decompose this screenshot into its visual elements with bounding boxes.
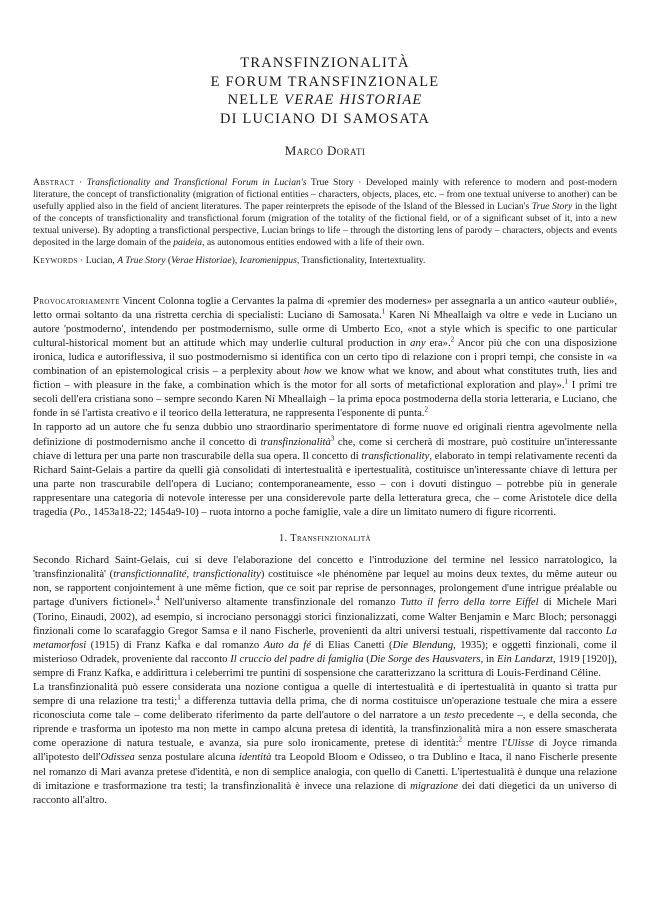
footnote-marker: 1 bbox=[381, 307, 386, 316]
keywords: Keywords · Lucian, A True Story (Verae Historiae), Icaromenippus, Transfictionality, Intertextuality. bbox=[33, 254, 426, 266]
abstract: Abstract · Transfictionality and Transfictional Forum in Lucian's True Story · Developed mainly with reference to modern and post-modern literature, the concept of transfictionality (migration of fictional entities – characters, objects, places, etc. – from one textual universe to another) can be usefully applied also in the field of ancient literatures. The paper reinterprets the episode of the Island of the Blessed in Lucian's True Story in the light of the concepts of transfictionality and transfictional forum (migration of the totality of the fictional field, or of a significant subset of it, into a new textual universe). By adopting a transfictional perspective, Lucian brings to life – through the distorting lens of parody – characters, objects and events deposited in the large domain of the paideia, as autonomous entities endowed with a life of their own. bbox=[33, 177, 618, 249]
title-line-1: TRANSFINZIONALITÀ bbox=[240, 55, 410, 71]
footnote-marker: 2 bbox=[458, 735, 463, 744]
footnote-marker: 4 bbox=[156, 594, 160, 603]
author-name: Marco Dorati bbox=[284, 143, 366, 158]
article-body bbox=[33, 295, 617, 808]
title-line-3: NELLE VERAE HISTORIAE bbox=[227, 92, 423, 108]
paragraph-3: Secondo Richard Saint-Gelais, cui si deve l'elaborazione del concetto e l'introduzione del termine nel lessico narratologico, la 'transfinzionalità' (transfictionnalité, transfictionality) costituisce «le phénomène par lequel au moins deux textes, du même auteur ou non, se rapportent conjointement à une même fiction, que ce soit par reprise de personnages, prolongement d'une intrigue préalable ou partage d'univers fictionel».$^4$ Nell'universo altamente transfinzionale del romanzo Tutto il ferro della torre Eiffel di Michele Mari (Torino, Einaudi, 2002), ad esempio, si incrociano personaggi storici finzionalizzati, come Walter Benjamin e Marc Bloch; personaggi finzionali come lo scarafaggio Gregor Samsa e il nano Fischerle, provenienti da altri universi testuali, rispettivamente dal racconto La metamorfosi (1915) di Franz Kafka e dal romanzo Auto da fé di Elias Canetti (Die Blendung, 1935); e oggetti finzionali, come il misterioso Odradek, proveniente dal racconto Il cruccio del padre di famiglia (Die Sorge des Hausvaters, in Ein Landarzt, 1919 [1920]), sempre di Franz Kafka, e addirittura i celeberrimi tre puntini di sospensione che caratterizzano la scrittura di Louis-Ferdinand Céline. bbox=[33, 555, 617, 679]
footnote-marker: 2 bbox=[424, 405, 428, 414]
paragraph-4: La transfinzionalità può essere considerata una nozione contigua a quelle di intertestualità e di ipertestualità in quanto si tratta pur sempre di una relazione tra testi;$^1$ a differenza tuttavia della prima, che di norma costituisce un'operazione testuale che mira a essere riconosciuta come tale – come deliberato riferimento da parte dell'autore o del narratore a un testo precedente –, e della seconda, che riprende e trasforma un ipotesto ma non mette in campo alcuna pretesa di identità, la transfinzionalità mira a non essere smascherata come operazione di natura testuale, e avanza, sia pure solo ironicamente, pretese di identità:$^2$ mentre l'Ulisse di Joyce rimanda all'ipotesto dell'Odissea senza postulare alcuna identità tra Leopold Bloom e Odisseo, o tra Dublino e Itaca, il nano Fischerle presente nel romanzo di Mari avanza pretese d'identità, e non di semplice analogia, con quello di Canetti. L'ipertestualità è dunque una relazione di imitazione e trasformazione tra testi; la transfinzionalità è invece una relazione di migrazione dei dati diegetici da un universo di racconto all'altro. bbox=[33, 682, 617, 806]
paragraph-1: Provocatoriamente Vincent Colonna toglie a Cervantes la palma di «premier des modernes» per assegnarla a un antico «auteur oublié», letto ormai soltanto da una ristretta cerchia di specialisti: Luciano di Samosata.$^1$ Karen Ní Mheallaigh va oltre e vede in Luciano un autore 'postmoderno', intendendo per postmodernismo, sulle orme di Umberto Eco, «not a style which is specific to one particular cultural-historical moment but an attitude which may underlie cultural production in any era».$^2$ Ancor più che con una disposizione ironica, ludica e autoriflessiva, il suo postmodernismo si identifica con un certo tipo di relazione con i propri tempi, che consiste in «a combination of an epistemological crisis – a perplexity about how we know what we know, and about what constitutes truth, lies and fiction – with pleasure in the fake, a combination which is the motor for all sorts of metafictional exploration and play».$^1$ I primi tre secoli dell'era cristiana sono – sempre secondo Karen Ní Mheallaigh – la prima epoca postmoderna della storia letteraria, e Luciano, che fonde in sé l'artista creativo e il teorico della letteratura, ne rappresenta l'esponente di punta.$^2$ bbox=[33, 295, 617, 420]
article-title bbox=[33, 54, 617, 128]
footnote-marker: 3 bbox=[330, 433, 335, 442]
title-line-4: DI LUCIANO DI SAMOSATA bbox=[219, 110, 431, 127]
footnote-marker: 2 bbox=[450, 335, 455, 344]
paragraph-2: In rapporto ad un autore che fu senza dubbio uno straordinario sperimentatore di forme nuove ed originali rientra agevolmente nella definizione di postmodernismo anche il concetto di transfinzionalità$^3$ che, come si cercherà di mostrare, può costituire un'interessante chiave di lettura per una parte non trascurabile della sua opera. Il concetto di transfictionality, elaborato in tempi relativamente recenti da Richard Saint-Gelais a partire da quelli già consolidati di intertestualità e ipertestualità, costituisce un'interessante chiave di lettura per una parte non trascurabile dell'opera di Luciano; contemporaneamente, esso – con i dovuti distinguo – potrebbe più in generale rappresentare una categoria di notevole interesse per una considerevole parte della letteratura greca, che – come Aristotele dice della tragedia (Po., 1453a18-22; 1454a9-10) – ruota intorno a poche famiglie, vale a dire un limitato numero di figure ricorrenti. bbox=[33, 422, 617, 518]
title-line-2: E FORUM TRANSFINZIONALE bbox=[210, 73, 440, 90]
footnote-marker: 1 bbox=[177, 693, 181, 702]
keywords-label: Keywords bbox=[33, 254, 78, 266]
section-heading: 1. Transfinzionalità bbox=[278, 533, 372, 545]
article-page bbox=[33, 0, 617, 808]
abstract-label: Abstract bbox=[33, 177, 75, 188]
footnote-marker: 1 bbox=[564, 377, 569, 386]
